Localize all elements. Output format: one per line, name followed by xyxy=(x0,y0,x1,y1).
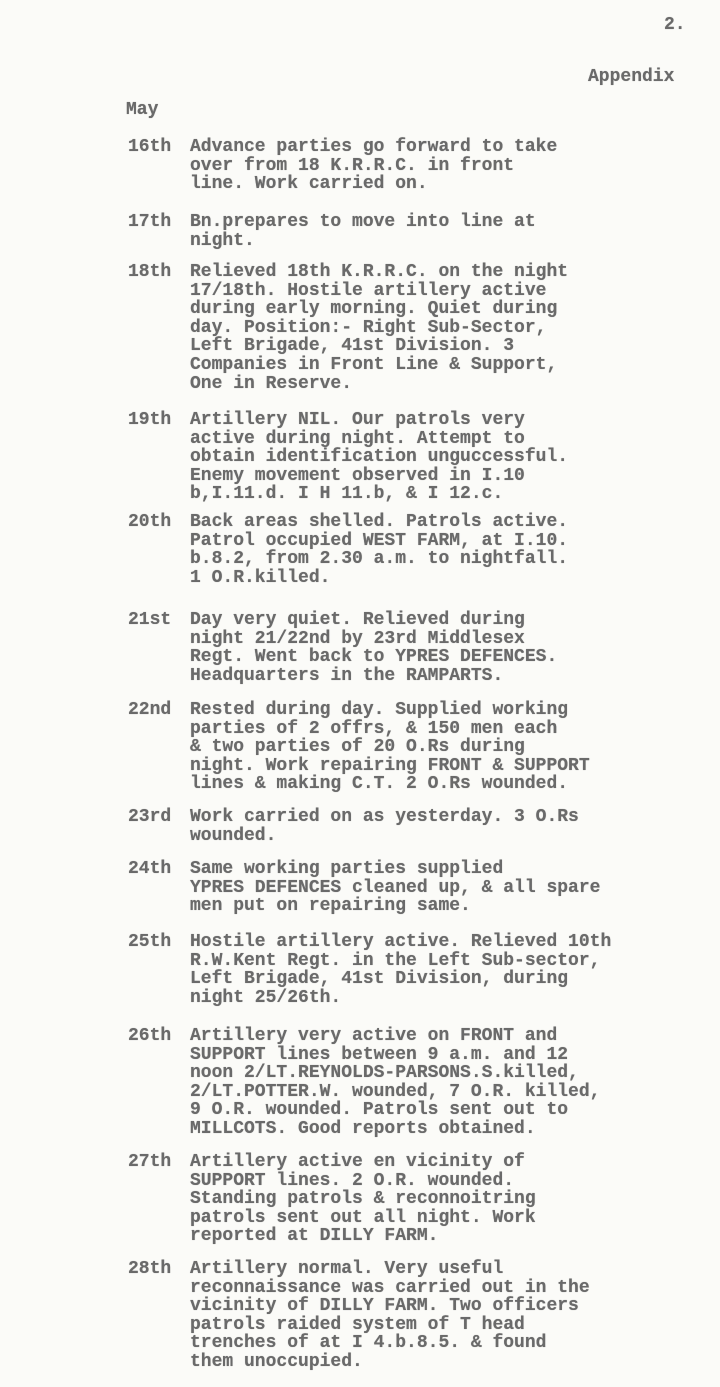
entry-text xyxy=(190,1153,536,1246)
entry-line: b,I.11.d. I H 11.b, & I 12.c. xyxy=(190,484,504,505)
entry-text xyxy=(190,138,557,194)
entry-date: 20th xyxy=(128,512,172,532)
entry-date: 28th xyxy=(128,1259,172,1279)
entry-date: 27th xyxy=(128,1152,172,1172)
entry-line: Day very quiet. Relieved during xyxy=(190,610,525,630)
entry-line: vicinity of DILLY FARM. Two officers xyxy=(190,1296,579,1317)
entry-text xyxy=(190,513,568,587)
entry-text xyxy=(190,1260,590,1372)
entry-text xyxy=(190,701,590,794)
entry-date: 23rd xyxy=(128,807,172,827)
entry-line: noon 2/LT.REYNOLDS-PARSONS.S.killed, xyxy=(190,1063,579,1084)
entry-line: Companies in Front Line & Support, xyxy=(190,354,558,375)
entry-line: 17/18th. Hostile artillery active xyxy=(190,280,547,301)
entry-line: Artillery active en vicinity of xyxy=(190,1152,525,1172)
entry-line: Patrol occupied WEST FARM, at I.10. xyxy=(190,530,569,551)
entry-line: Enemy movement observed in I.10 xyxy=(190,465,525,486)
entry-date: 16th xyxy=(128,137,172,157)
entry-line: patrols raided system of T head xyxy=(190,1314,525,1335)
entry-line: b.8.2, from 2.30 a.m. to nightfall. xyxy=(190,549,569,570)
entry-date: 24th xyxy=(128,859,172,879)
entry-line: lines & making C.T. 2 O.Rs wounded. xyxy=(190,774,569,795)
entry-line: Bn.prepares to move into line at xyxy=(190,212,536,232)
entry-line: YPRES DEFENCES cleaned up, & all spare xyxy=(190,877,601,898)
appendix-heading: Appendix xyxy=(588,67,675,87)
entry-text xyxy=(190,213,536,250)
entry-text xyxy=(190,611,557,685)
entry-line: trenches of at I 4.b.8.5. & found xyxy=(190,1333,547,1354)
entry-line: Rested during day. Supplied working xyxy=(190,700,569,720)
entry-line: active during night. Attempt to xyxy=(190,428,525,449)
entry-date: 25th xyxy=(128,932,172,952)
entry-line: Artillery NIL. Our patrols very xyxy=(190,410,525,430)
entry-line: 2/LT.POTTER.W. wounded, 7 O.R. killed, xyxy=(190,1081,601,1102)
entry-line: Same working parties supplied xyxy=(190,859,504,879)
entry-line: night. Work repairing FRONT & SUPPORT xyxy=(190,755,590,776)
entry-text xyxy=(190,1027,600,1139)
entry-line: SUPPORT lines between 9 a.m. and 12 xyxy=(190,1044,569,1065)
entry-line: night. xyxy=(190,230,255,251)
entry-date: 19th xyxy=(128,410,172,430)
entry-text xyxy=(190,263,568,393)
entry-line: reported at DILLY FARM. xyxy=(190,1226,439,1247)
entry-date: 21st xyxy=(128,610,172,630)
entry-line: day. Position:- Right Sub-Sector, xyxy=(190,317,547,338)
entry-date: 22nd xyxy=(128,700,172,720)
entry-line: R.W.Kent Regt. in the Left Sub-sector, xyxy=(190,950,601,971)
entry-line: Work carried on as yesterday. 3 O.Rs xyxy=(190,807,579,827)
entry-line: night 25/26th. xyxy=(190,987,342,1008)
entry-date: 17th xyxy=(128,212,172,232)
entry-line: line. Work carried on. xyxy=(190,174,428,195)
entry-line: Back areas shelled. Patrols active. xyxy=(190,512,569,532)
entry-line: night 21/22nd by 23rd Middlesex xyxy=(190,628,525,649)
entry-line: obtain identification unguccessful. xyxy=(190,447,569,468)
entry-line: them unoccupied. xyxy=(190,1351,363,1372)
entry-line: Left Brigade, 41st Division, during xyxy=(190,969,569,990)
entry-line: Artillery normal. Very useful xyxy=(190,1259,504,1279)
entry-text xyxy=(190,411,568,504)
entry-line: during early morning. Quiet during xyxy=(190,299,558,320)
entry-line: men put on repairing same. xyxy=(190,896,471,917)
month-label: May xyxy=(126,100,159,120)
entry-line: parties of 2 offrs, & 150 men each xyxy=(190,718,558,739)
entry-date: 26th xyxy=(128,1026,172,1046)
entry-line: SUPPORT lines. 2 O.R. wounded. xyxy=(190,1170,515,1191)
entry-line: Headquarters in the RAMPARTS. xyxy=(190,665,504,686)
entry-line: Relieved 18th K.R.R.C. on the night xyxy=(190,262,569,282)
entry-line: Left Brigade, 41st Division. 3 xyxy=(190,336,515,357)
entry-line: 9 O.R. wounded. Patrols sent out to xyxy=(190,1100,569,1121)
entry-line: Artillery very active on FRONT and xyxy=(190,1026,558,1046)
entry-line: patrols sent out all night. Work xyxy=(190,1207,536,1228)
entry-line: Advance parties go forward to take xyxy=(190,137,558,157)
entry-line: One in Reserve. xyxy=(190,373,353,394)
entry-line: reconnaissance was carried out in the xyxy=(190,1277,590,1298)
entry-line: & two parties of 20 O.Rs during xyxy=(190,737,525,758)
entry-line: Standing patrols & reconnoitring xyxy=(190,1189,536,1210)
entry-line: Regt. Went back to YPRES DEFENCES. xyxy=(190,647,558,668)
page-number: 2. xyxy=(664,15,686,35)
entry-line: MILLCOTS. Good reports obtained. xyxy=(190,1118,536,1139)
entry-text xyxy=(190,933,611,1007)
entry-text xyxy=(190,860,600,916)
entry-line: wounded. xyxy=(190,825,277,846)
entry-date: 18th xyxy=(128,262,172,282)
entry-line: Hostile artillery active. Relieved 10th xyxy=(190,932,612,952)
entry-line: 1 O.R.killed. xyxy=(190,567,331,588)
entry-line: over from 18 K.R.R.C. in front xyxy=(190,155,515,176)
entry-text xyxy=(190,808,579,845)
